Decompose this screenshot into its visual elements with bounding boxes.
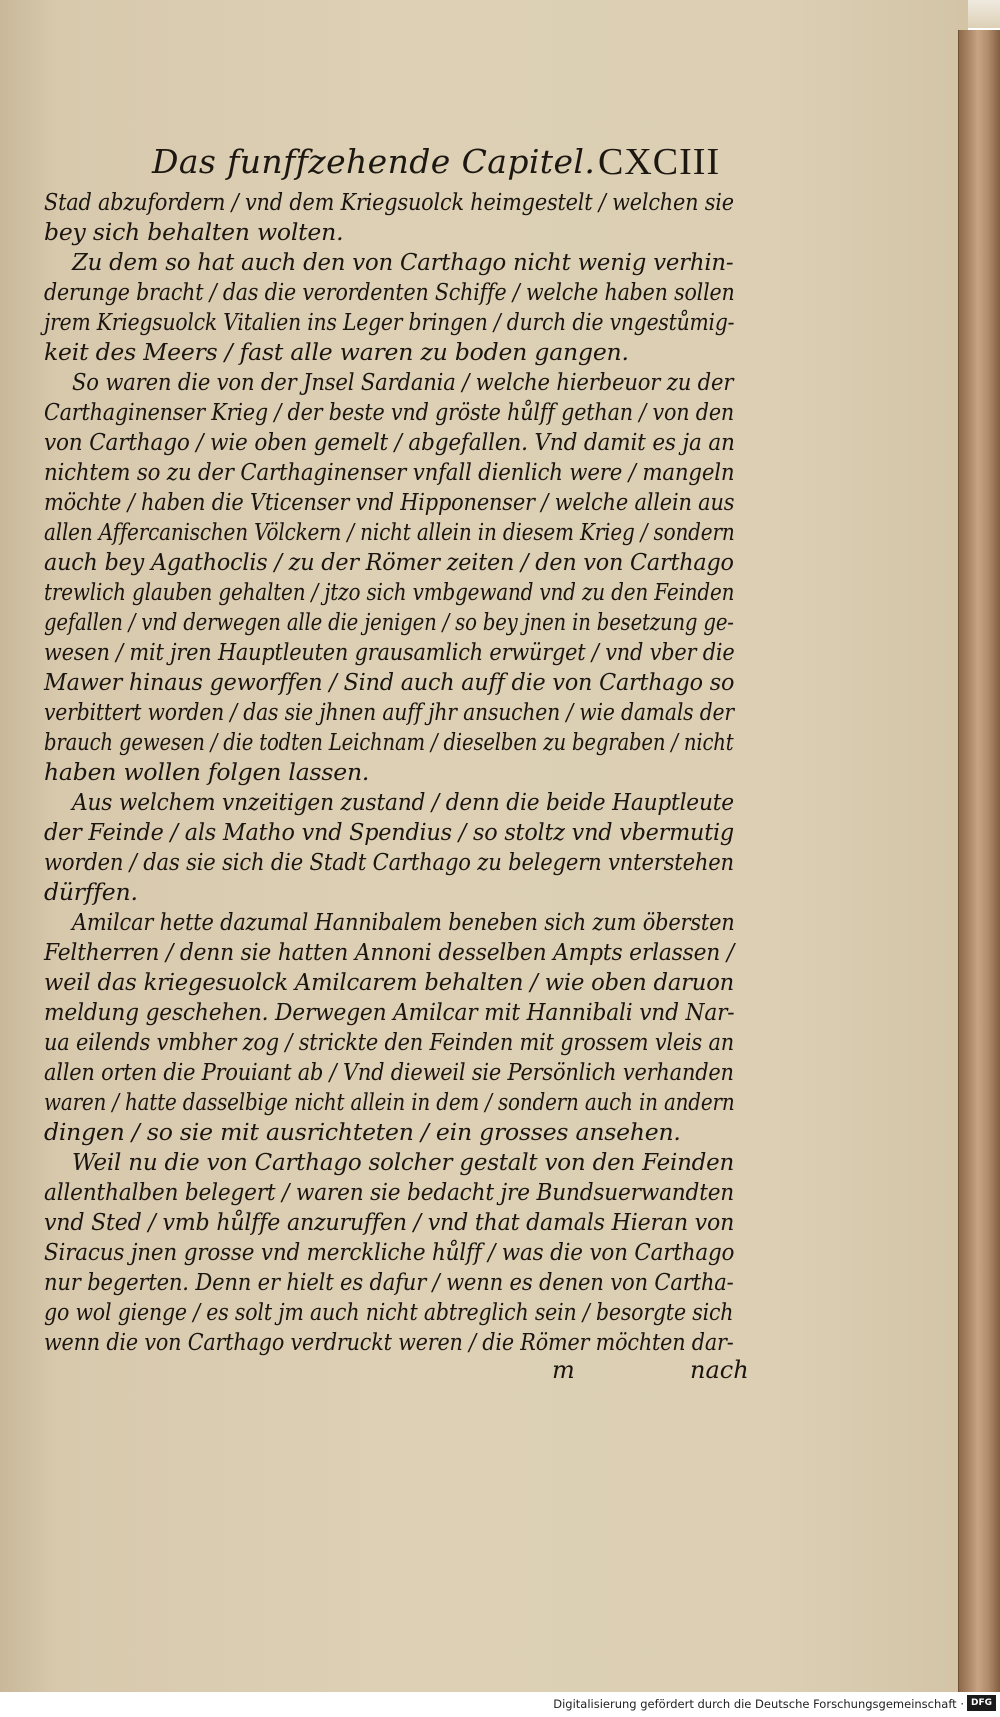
- text-line: haben wollen folgen lassen.: [44, 758, 370, 786]
- text-line: jrem Kriegsuolck Vitalien ins Leger bringen / durch die vngestůmig-: [44, 308, 735, 336]
- text-line: allen Affercanischen Völckern / nicht allein in diesem Krieg / sondern: [44, 518, 735, 546]
- text-line: auch bey Agathoclis / zu der Römer zeiten / den von Carthago: [44, 548, 734, 576]
- funding-credit: Digitalisierung gefördert durch die Deutsche Forschungsgemeinschaft ·: [553, 1697, 964, 1711]
- text-line: vnd Sted / vmb hůlffe anzuruffen / vnd that damals Hieran von: [44, 1208, 735, 1236]
- text-line: dürffen.: [44, 878, 138, 906]
- text-line: brauch gewesen / die todten Leichnam / dieselben zu begraben / nicht: [44, 728, 734, 756]
- text-line: trewlich glauben gehalten / jtzo sich vmbgewand vnd zu den Feinden: [44, 578, 735, 606]
- text-line: allen orten die Prouiant ab / Vnd dieweil sie Persönlich verhanden: [44, 1058, 734, 1086]
- page-number: CXCIII: [598, 141, 721, 183]
- dfg-logo-icon: DFG: [967, 1695, 996, 1711]
- text-line: Mawer hinaus geworffen / Sind auch auff die von Carthago so: [44, 668, 735, 696]
- text-line: Carthaginenser Krieg / der beste vnd gröste hůlff gethan / von den: [44, 398, 735, 426]
- text-line: wenn die von Carthago verdruckt weren / die Römer möchten dar-: [44, 1328, 734, 1356]
- text-line: waren / hatte dasselbige nicht allein in dem / sondern auch in andern: [44, 1088, 735, 1116]
- text-line: Stad abzufordern / vnd dem Kriegsuolck heimgestelt / welchen sie: [44, 188, 734, 216]
- signature-mark: m: [552, 1356, 575, 1384]
- text-line: verbittert worden / das sie jhnen auff jhr ansuchen / wie damals der: [44, 698, 734, 726]
- text-line: Siracus jnen grosse vnd merckliche hůlff / was die von Carthago: [44, 1238, 735, 1266]
- text-line: Feltherren / denn sie hatten Annoni desselben Ampts erlassen /: [44, 938, 735, 966]
- text-line: allenthalben belegert / waren sie bedacht jre Bundsuerwandten: [44, 1178, 735, 1206]
- text-line: dingen / so sie mit ausrichteten / ein grosses ansehen.: [44, 1118, 681, 1146]
- text-line: ua eilends vmbher zog / strickte den Feinden mit grossem vleis an: [44, 1028, 735, 1056]
- text-line: go wol gienge / es solt jm auch nicht abtreglich sein / besorgte sich: [44, 1298, 734, 1326]
- text-line: gefallen / vnd derwegen alle die jenigen / so bey jnen in besetzung ge-: [44, 608, 734, 636]
- text-line: Aus welchem vnzeitigen zustand / denn die beide Hauptleute: [72, 788, 734, 816]
- text-line: wesen / mit jren Hauptleuten grausamlich erwürget / vnd vber die: [44, 638, 735, 666]
- text-line: bey sich behalten wolten.: [44, 218, 344, 246]
- text-line: worden / das sie sich die Stadt Carthago zu belegern vnterstehen: [44, 848, 734, 876]
- text-line: Weil nu die von Carthago solcher gestalt von den Feinden: [72, 1148, 735, 1176]
- running-title: Das funffzehende Capitel.: [152, 142, 596, 181]
- text-line: möchte / haben die Vticenser vnd Hipponenser / welche allein aus: [44, 488, 735, 516]
- book-fore-edge: [958, 30, 1000, 1692]
- digitization-footer: [0, 1692, 1000, 1717]
- text-line: meldung geschehen. Derwegen Amilcar mit Hannibali vnd Nar-: [44, 998, 735, 1026]
- text-line: nichtem so zu der Carthaginenser vnfall dienlich were / mangeln: [44, 458, 735, 486]
- text-line: So waren die von der Jnsel Sardania / welche hierbeuor zu der: [72, 368, 734, 396]
- text-line: Zu dem so hat auch den von Carthago nicht wenig verhin-: [72, 248, 734, 276]
- text-line: von Carthago / wie oben gemelt / abgefallen. Vnd damit es ja an: [44, 428, 735, 456]
- text-line: keit des Meers / fast alle waren zu boden gangen.: [44, 338, 629, 366]
- text-line: weil das kriegesuolck Amilcarem behalten / wie oben daruon: [44, 968, 735, 996]
- catchword: nach: [690, 1356, 749, 1384]
- text-line: der Feinde / als Matho vnd Spendius / so stoltz vnd vbermutig: [44, 818, 734, 846]
- text-line: derunge bracht / das die verordenten Schiffe / welche haben sollen: [44, 278, 735, 306]
- text-line: Amilcar hette dazumal Hannibalem beneben sich zum öbersten: [72, 908, 735, 936]
- text-line: nur begerten. Denn er hielt es dafur / wenn es denen von Cartha-: [44, 1268, 734, 1296]
